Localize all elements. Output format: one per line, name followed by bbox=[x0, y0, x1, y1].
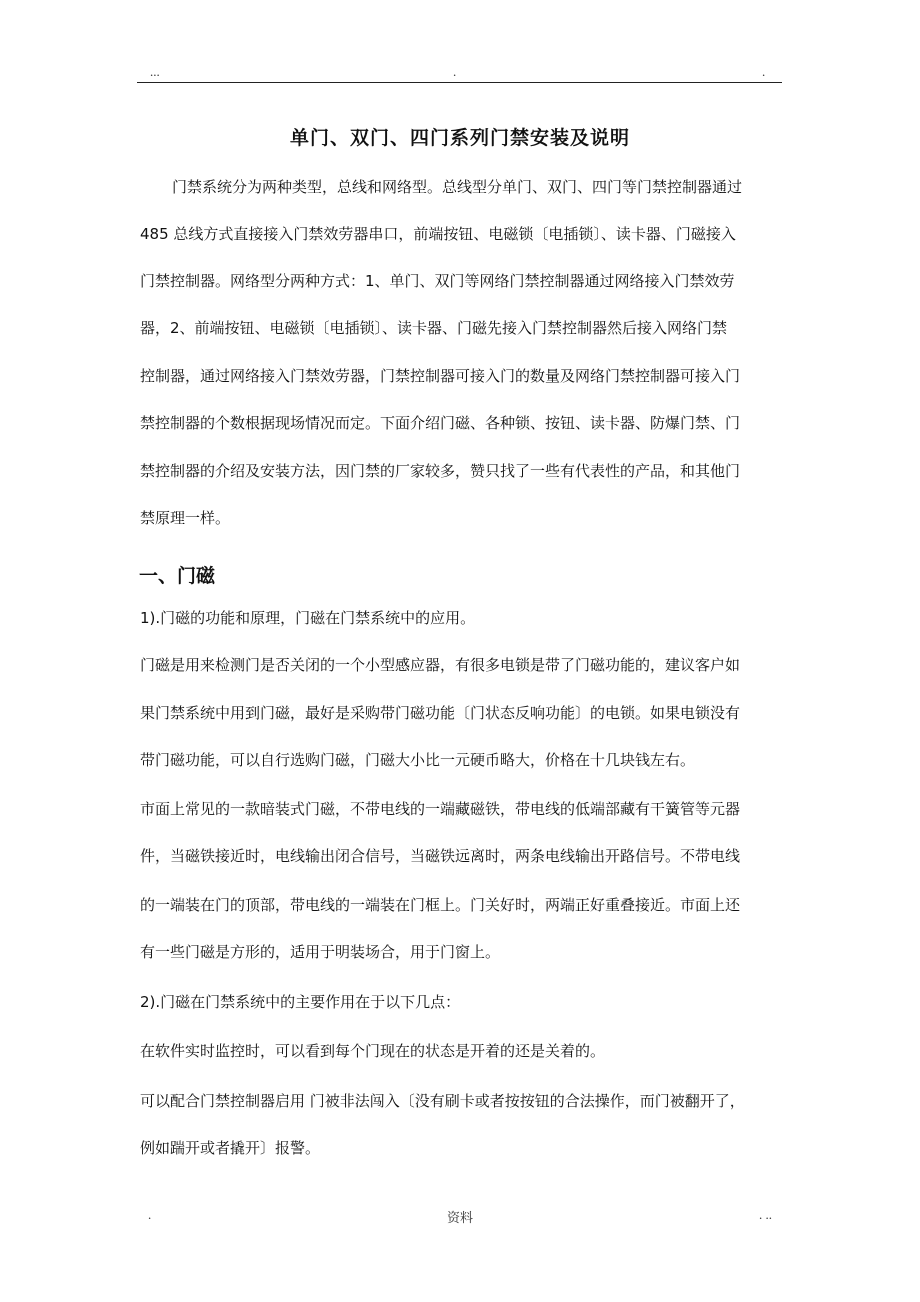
body-line: 有一些门磁是方形的，适用于明装场合，用于门窗上。 bbox=[140, 943, 501, 961]
footer-right-marker: . .. bbox=[759, 1207, 772, 1222]
body-line: 可以配合门禁控制器启用 门被非法闯入〔没有刷卡或者按按钮的合法操作，而门被翻开了， bbox=[140, 1092, 745, 1110]
body-line: 带门磁功能，可以自行选购门磁，门磁大小比一元硬币略大，价格在十几块钱左右。 bbox=[140, 751, 696, 769]
body-line: 2).门磁在门禁系统中的主要作用在于以下几点： bbox=[140, 993, 461, 1011]
body-line: 门磁是用来检测门是否关闭的一个小型感应器，有很多电锁是带了门磁功能的，建议客户如 bbox=[140, 656, 741, 674]
intro-line: 485 总线方式直接接入门禁效劳器串口，前端按钮、电磁锁〔电插锁〕、读卡器、门磁接入 bbox=[140, 225, 736, 243]
body-line: 的一端装在门的顶部，带电线的一端装在门框上。门关好时，两端正好重叠接近。市面上还 bbox=[140, 896, 741, 914]
intro-line: 门禁控制器。网络型分两种方式：1、单门、双门等网络门禁控制器通过网络接入门禁效劳 bbox=[140, 272, 735, 290]
intro-line: 禁控制器的个数根据现场情况而定。下面介绍门磁、各种锁、按钮、读卡器、防爆门禁、门 bbox=[140, 414, 741, 432]
body-line: 在软件实时监控时，可以看到每个门现在的状态是开着的还是关着的。 bbox=[140, 1042, 606, 1060]
header-right-marker: . bbox=[762, 64, 766, 79]
body-line: 例如踹开或者撬开〕报警。 bbox=[140, 1139, 321, 1157]
intro-line: 门禁系统分为两种类型，总线和网络型。总线型分单门、双门、四门等门禁控制器通过 bbox=[172, 178, 743, 196]
footer-left-marker: . bbox=[148, 1207, 152, 1222]
body-line: 1).门磁的功能和原理，门磁在门禁系统中的应用。 bbox=[140, 609, 476, 627]
intro-line: 器，2、前端按钮、电磁锁〔电插锁〕、读卡器、门磁先接入门禁控制器然后接入网络门禁 bbox=[140, 319, 728, 337]
body-line: 市面上常见的一款暗装式门磁，不带电线的一端藏磁铁，带电线的低端部藏有干簧管等元器 bbox=[140, 800, 741, 818]
header-center-marker: . bbox=[453, 64, 457, 79]
header-left-marker: ... bbox=[150, 64, 160, 79]
body-line: 果门禁系统中用到门磁，最好是采购带门磁功能〔门状态反响功能〕的电锁。如果电锁没有 bbox=[140, 704, 741, 722]
footer-page-label: 资料 bbox=[447, 1211, 474, 1226]
section-heading: 一、门磁 bbox=[139, 565, 216, 587]
intro-line: 控制器，通过网络接入门禁效劳器，门禁控制器可接入门的数量及网络门禁控制器可接入门 bbox=[140, 367, 741, 385]
header-rule bbox=[137, 82, 782, 83]
intro-line: 禁控制器的介绍及安装方法，因门禁的厂家较多，赞只找了一些有代表性的产品，和其他门 bbox=[140, 462, 741, 480]
document-title: 单门、双门、四门系列门禁安装及说明 bbox=[289, 127, 630, 149]
body-line: 件，当磁铁接近时，电线输出闭合信号，当磁铁远离时，两条电线输出开路信号。不带电线 bbox=[140, 847, 741, 865]
intro-line: 禁原理一样。 bbox=[140, 509, 231, 527]
